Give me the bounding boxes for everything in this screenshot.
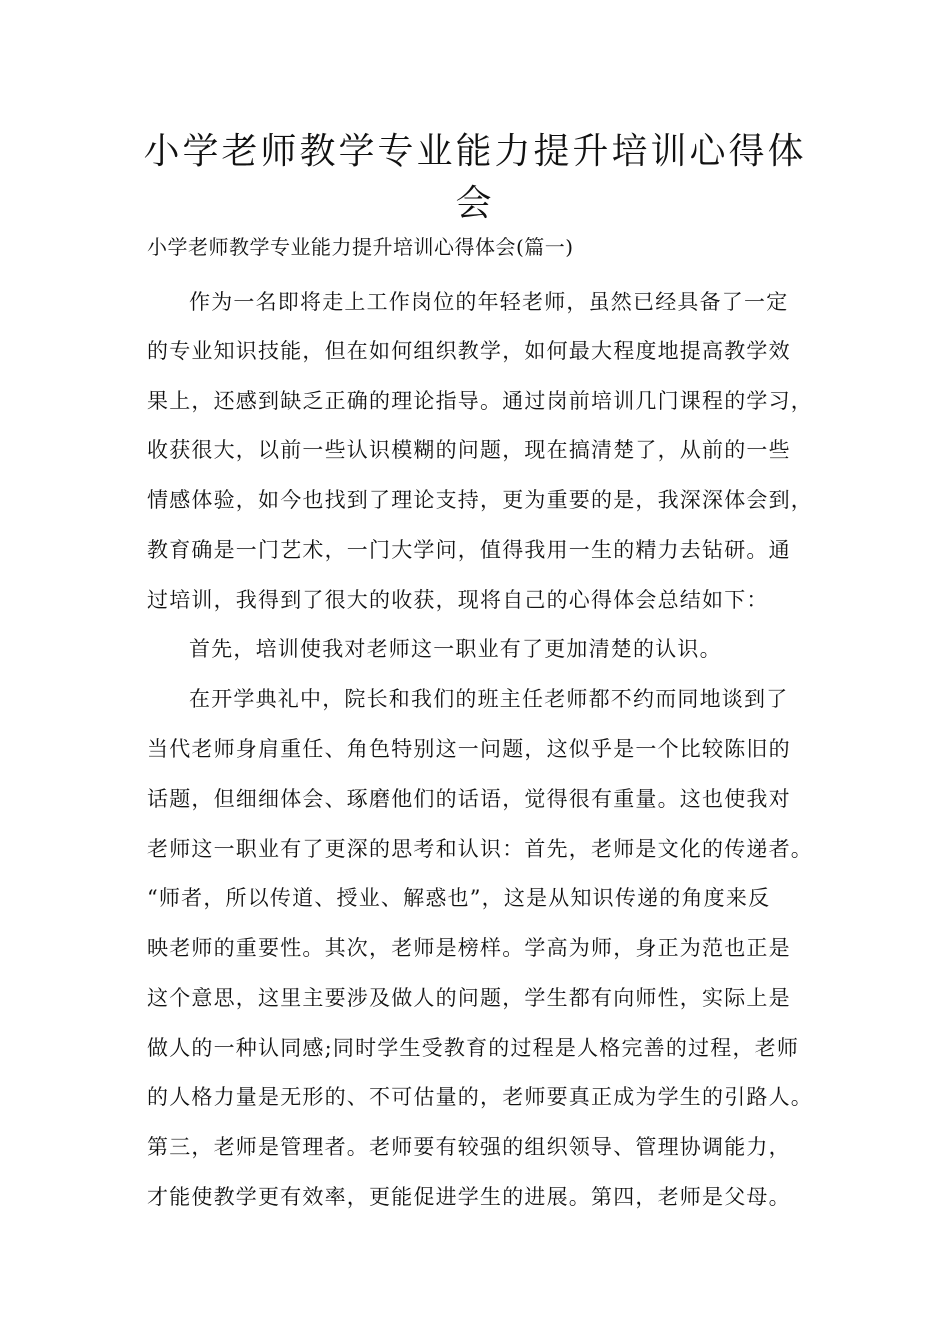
paragraph-line: 过培训，我得到了很大的收获，现将自己的心得体会总结如下： [147, 588, 769, 612]
document-subtitle: 小学老师教学专业能力提升培训心得体会(篇一) [147, 235, 574, 259]
paragraph-line: 这个意思，这里主要涉及做人的问题，学生都有向师性，实际上是 [147, 986, 791, 1010]
paragraph-line: 在开学典礼中，院长和我们的班主任老师都不约而同地谈到了 [189, 687, 789, 711]
paragraph-line: 映老师的重要性。其次，老师是榜样。学高为师，身正为范也正是 [147, 936, 791, 960]
paragraph-line: 作为一名即将走上工作岗位的年轻老师，虽然已经具备了一定 [189, 290, 789, 314]
paragraph-line: 第三，老师是管理者。老师要有较强的组织领导、管理协调能力， [147, 1135, 791, 1159]
paragraph-line: 话题，但细细体会、琢磨他们的话语，觉得很有重量。这也使我对 [147, 787, 791, 811]
paragraph-line: 教育确是一门艺术，一门大学问，值得我用一生的精力去钻研。通 [147, 538, 791, 562]
paragraph-line: “师者，所以传道、授业、解惑也”，这是从知识传递的角度来反 [147, 886, 771, 910]
paragraph-line: 收获很大，以前一些认识模糊的问题，现在搞清楚了，从前的一些 [147, 438, 791, 462]
paragraph-line: 首先，培训使我对老师这一职业有了更加清楚的认识。 [189, 637, 722, 661]
title-line-1: 小学老师教学专业能力提升培训心得体 [143, 131, 807, 172]
paragraph-line: 的人格力量是无形的、不可估量的，老师要真正成为学生的引路人。 [147, 1085, 813, 1109]
paragraph-line: 果上，还感到缺乏正确的理论指导。通过岗前培训几门课程的学习， [147, 389, 813, 413]
paragraph-line: 老师这一职业有了更深的思考和认识：首先，老师是文化的传递者。 [147, 837, 813, 861]
paragraph-line: 情感体验，如今也找到了理论支持，更为重要的是，我深深体会到， [147, 488, 813, 512]
paragraph-line: 才能使教学更有效率，更能促进学生的进展。第四，老师是父母。 [147, 1185, 791, 1209]
paragraph-line: 的专业知识技能，但在如何组织教学，如何最大程度地提高教学效 [147, 339, 791, 363]
title-line-2: 会 [455, 183, 495, 224]
document-title [120, 126, 830, 230]
paragraph-line: 当代老师身肩重任、角色特别这一问题，这似乎是一个比较陈旧的 [147, 737, 791, 761]
paragraph-line: 做人的一种认同感;同时学生受教育的过程是人格完善的过程，老师 [147, 1036, 800, 1060]
